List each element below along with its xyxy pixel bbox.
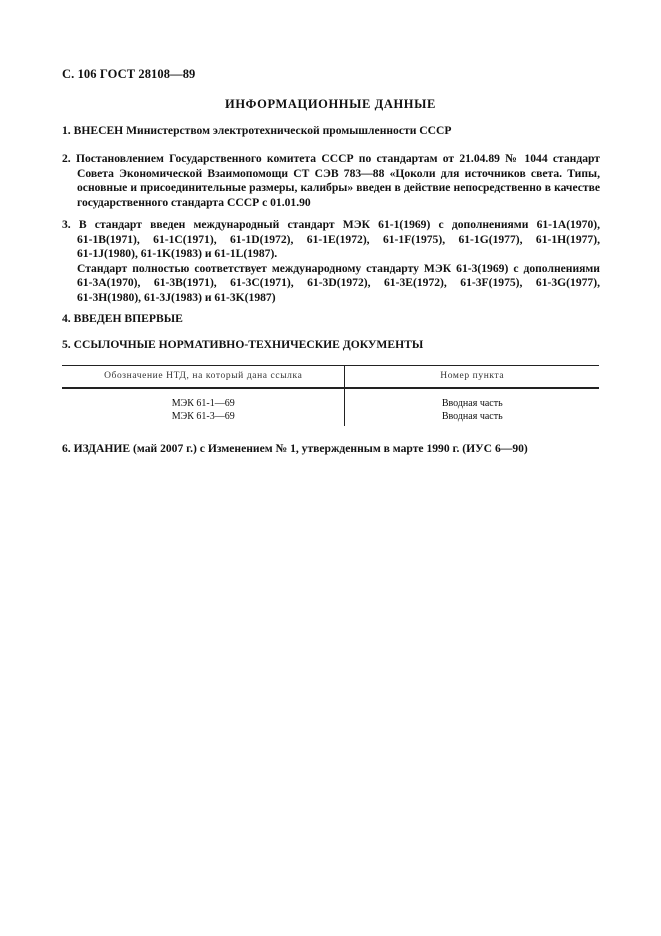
info-item-2-line: Совета Экономической Взаимопомощи СТ СЭВ 783—88 «Цоколи для источников света. Типы,: [77, 166, 600, 180]
info-item-3-line: 61-1J(1980), 61-1K(1983) и 61-1L(1987).: [77, 247, 278, 261]
info-item-2-line: основные и присоединительные размеры, калибры» введен в действие непосредственно в качестве: [77, 181, 600, 195]
table-header-row: [62, 366, 599, 389]
page-title: ИНФОРМАЦИОННЫЕ ДАННЫЕ: [225, 97, 436, 111]
table-cell-designation: [62, 388, 345, 426]
info-item-3-line: 61-3А(1970), 61-3В(1971), 61-3С(1971), 61-3D(1972), 61-3E(1972), 61-3F(1975), 61-3G(1977),: [77, 276, 600, 290]
info-item-4: [62, 312, 600, 327]
info-item-5: [62, 338, 600, 353]
info-item-3: [62, 218, 600, 306]
designation-value: МЭК 61-3—69: [171, 410, 235, 422]
info-item-3-line: Стандарт полностью соответствует международному стандарту МЭК 61-3(1969) с дополнениями: [77, 261, 600, 275]
table-row: [62, 388, 599, 426]
info-item-3-line: 61-3Н(1980), 61-3J(1983) и 61-3K(1987): [77, 290, 276, 304]
info-item-2: [62, 152, 600, 210]
info-item-6: [62, 442, 600, 457]
info-item-3-line: 61-1В(1971), 61-1С(1971), 61-1D(1972), 61-1E(1972), 61-1F(1975), 61-1G(1977), 61-1Н(1977),: [77, 232, 600, 246]
info-item-5-text: 5. ССЫЛОЧНЫЕ НОРМАТИВНО-ТЕХНИЧЕСКИЕ ДОКУМЕНТЫ: [62, 338, 424, 351]
reference-table: [62, 365, 599, 426]
info-item-4-text: 4. ВВЕДЕН ВПЕРВЫЕ: [62, 312, 183, 325]
table-header-designation: Обозначение НТД, на который дана ссылка: [62, 366, 345, 389]
info-item-6-text: 6. ИЗДАНИЕ (май 2007 г.) с Изменением № 1, утвержденным в марте 1990 г. (ИУС 6—90): [62, 442, 528, 455]
table-cell-clause: [345, 388, 599, 426]
info-item-2-line: государственного стандарта СССР с 01.01.90: [77, 195, 311, 209]
designation-value: МЭК 61-1—69: [171, 398, 235, 409]
info-item-1: [62, 124, 600, 139]
table-header-clause: Номер пункта: [345, 366, 599, 389]
clause-value: Вводная часть: [441, 398, 503, 409]
info-item-3-line: 3. В стандарт введен международный стандарт МЭК 61-1(1969) с дополнениями 61-1А(1970),: [62, 218, 600, 231]
info-item-2-line: 2. Постановлением Государственного комитета СССР по стандартам от 21.04.89 № 1044 стандарт: [62, 152, 600, 165]
page-header: С. 106 ГОСТ 28108—89: [62, 67, 196, 81]
clause-value: Вводная часть: [441, 410, 503, 422]
info-item-1-text: 1. ВНЕСЕН Министерством электротехнической промышленности СССР: [62, 124, 452, 137]
